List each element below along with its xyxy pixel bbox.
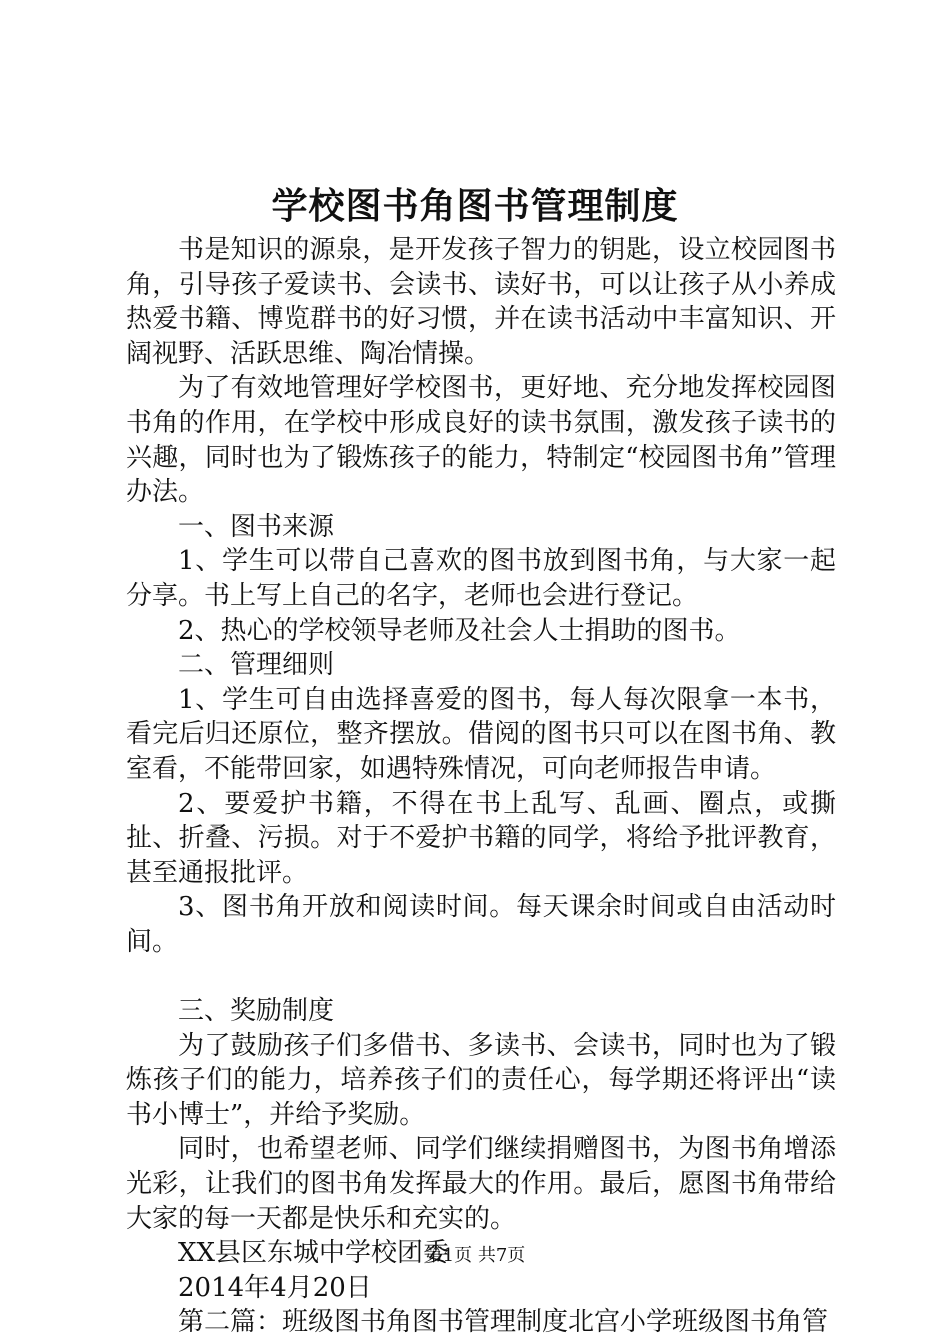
signature-date: 2014年4月20日 — [178, 1272, 372, 1303]
document-body — [126, 233, 836, 1340]
list-item-rule-3: 3、图书角开放和阅读时间。每天课余时间或自由活动时间。 — [126, 892, 836, 957]
signature-organization: XX县区东城中学校团委 — [178, 1238, 450, 1269]
paragraph-intro: 书是知识的源泉，是开发孩子智力的钥匙，设立校园图书角，引导孩子爱读书、会读书、读好书，可以让孩子从小养成热爱书籍、博览群书的好习惯，并在读书活动中丰富知识、开阔视野、活跃思维、陶冶情操。 — [126, 235, 836, 369]
page-footer: 第1页 共7页 — [424, 1245, 526, 1266]
next-chapter-heading: 第二篇：班级图书角图书管理制度北宫小学班级图书角管 — [178, 1307, 829, 1338]
paragraph-closing: 同时，也希望老师、同学们继续捐赠图书，为图书角增添光彩，让我们的图书角发挥最大的作用。最后，愿图书角带给大家的每一天都是快乐和充实的。 — [126, 1134, 836, 1234]
document-title: 学校图书角图书管理制度 — [271, 185, 679, 227]
paragraph-rewards: 为了鼓励孩子们多借书、多读书、会读书，同时也为了锻炼孩子们的能力，培养孩子们的责任心，每学期还将评出“读书小博士”，并给予奖励。 — [126, 1030, 836, 1130]
list-item-rule-1: 1、学生可自由选择喜爱的图书，每人每次限拿一本书，看完后归还原位，整齐摆放。借阅的图书只可以在图书角、教室看，不能带回家，如遇特殊情况，可向老师报告申请。 — [126, 684, 836, 784]
section-heading-rewards: 三、奖励制度 — [178, 996, 335, 1027]
section-heading-book-source: 一、图书来源 — [178, 511, 335, 542]
section-heading-management-rules: 二、管理细则 — [178, 650, 335, 681]
list-item-source-1: 1、学生可以带自己喜欢的图书放到图书角，与大家一起分享。书上写上自己的名字，老师也会进行登记。 — [126, 546, 836, 611]
list-item-source-2: 2、热心的学校领导老师及社会人士捐助的图书。 — [178, 615, 741, 646]
blank-line — [126, 959, 836, 994]
list-item-rule-2: 2、要爱护书籍，不得在书上乱写、乱画、圈点，或撕扯、折叠、污损。对于不爱护书籍的同学，将给予批评教育，甚至通报批评。 — [126, 788, 836, 888]
paragraph-purpose: 为了有效地管理好学校图书，更好地、充分地发挥校园图书角的作用，在学校中形成良好的读书氛围，激发孩子读书的兴趣，同时也为了锻炼孩子的能力，特制定“校园图书角”管理办法。 — [126, 373, 836, 508]
